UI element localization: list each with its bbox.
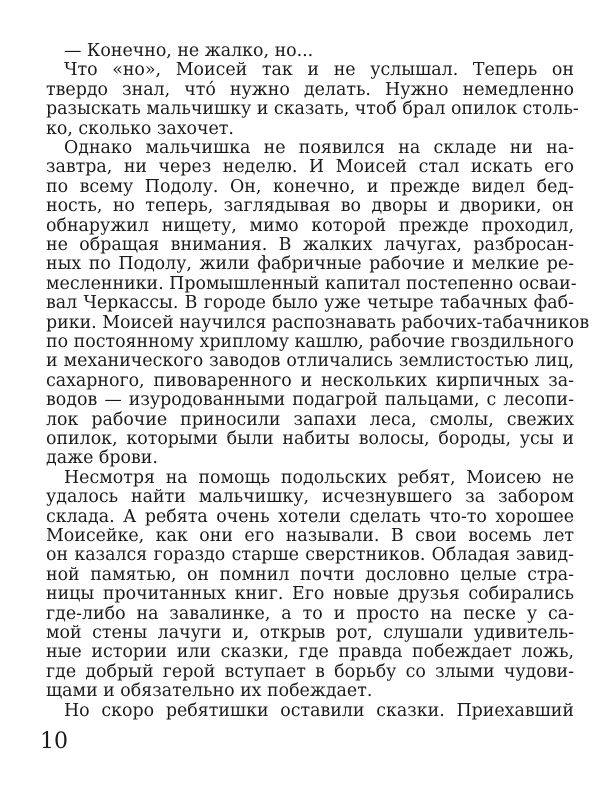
text-line: где добрый герой вступает в борьбу со злыми чудови- xyxy=(46,661,574,682)
text-line: месленники. Промышленный капитал постепенно осваи- xyxy=(46,273,577,294)
text-line: Что «но», Моисей так и не услышал. Теперь он xyxy=(64,60,574,81)
book-page xyxy=(46,41,590,782)
text-line: Однако мальчишка не появился на складе ни на- xyxy=(64,138,574,158)
text-line: твердо знал, что́ нужно делать. Нужно немедленно xyxy=(46,79,574,100)
text-line: ницы прочитанных книг. Его новые друзья собирались xyxy=(46,584,574,605)
text-line: по постоянному хриплому кашлю, рабочие гвоздильного xyxy=(46,332,574,352)
text-line: ко, сколько захочет. xyxy=(46,118,234,139)
text-line: Но скоро ребятишки оставили сказки. Приехавший xyxy=(64,700,574,721)
text-line: лок рабочие приносили запахи леса, смолы, свежих xyxy=(46,409,574,430)
text-line: водов — изуродованными подагрой пальцами, с лесопи- xyxy=(46,390,574,411)
text-line: Моисейке, как они его называли. В свои восемь лет xyxy=(46,526,574,546)
text-line: ные истории или сказки, где правда побеждает ложь, xyxy=(46,642,574,663)
text-line: мой стены лачуги и, открыв рот, слушали удивитель- xyxy=(46,623,574,643)
text-line: ных по Подолу, жили фабричные рабочие и мелкие ре- xyxy=(46,254,574,275)
text-line: склада. А ребята очень хотели сделать что-то хорошее xyxy=(46,506,574,527)
text-line: где-либо на завалинке, а то и просто на песке у са- xyxy=(46,603,574,624)
text-line: завтра, ни через неделю. И Моисей стал искать его xyxy=(46,157,574,178)
text-line: обнаружил нищету, мимо которой прежде проходил, xyxy=(46,215,574,236)
text-line: он казался гораздо старше сверстников. Обладая завид- xyxy=(46,545,574,566)
text-line: — Конечно, не жалко, но... xyxy=(64,41,314,61)
text-line: ность, но теперь, заглядывая во дворы и дворики, он xyxy=(46,196,574,217)
text-line: ной памятью, он помнил почти дословно целые стра- xyxy=(46,564,574,585)
page-number: 10 xyxy=(40,729,68,754)
text-line: опилок, которыми были набиты волосы, бороды, усы и xyxy=(46,429,574,449)
text-line: щами и обязательно их побеждает. xyxy=(46,681,373,702)
text-line: рики. Моисей научился распознавать рабочих-табачников xyxy=(46,312,590,333)
text-line: разыскать мальчишку и сказать, чтоб брал опилок столь- xyxy=(46,99,579,120)
text-line: и механического заводов отличались землистостью лиц, xyxy=(46,351,574,372)
text-line: не обращая внимания. В жалких лачугах, разбросан- xyxy=(46,235,574,255)
text-line: даже брови. xyxy=(46,448,158,469)
text-line: сахарного, пивоваренного и нескольких кирпичных за- xyxy=(46,370,574,391)
text-line: по всему Подолу. Он, конечно, и прежде видел бед- xyxy=(46,176,574,197)
text-line: Несмотря на помощь подольских ребят, Моисею не xyxy=(64,467,574,488)
text-line: удалось найти мальчишку, исчезнувшего за забором xyxy=(46,487,574,508)
text-line: вал Черкассы. В городе было уже четыре табачных фаб- xyxy=(46,293,574,314)
